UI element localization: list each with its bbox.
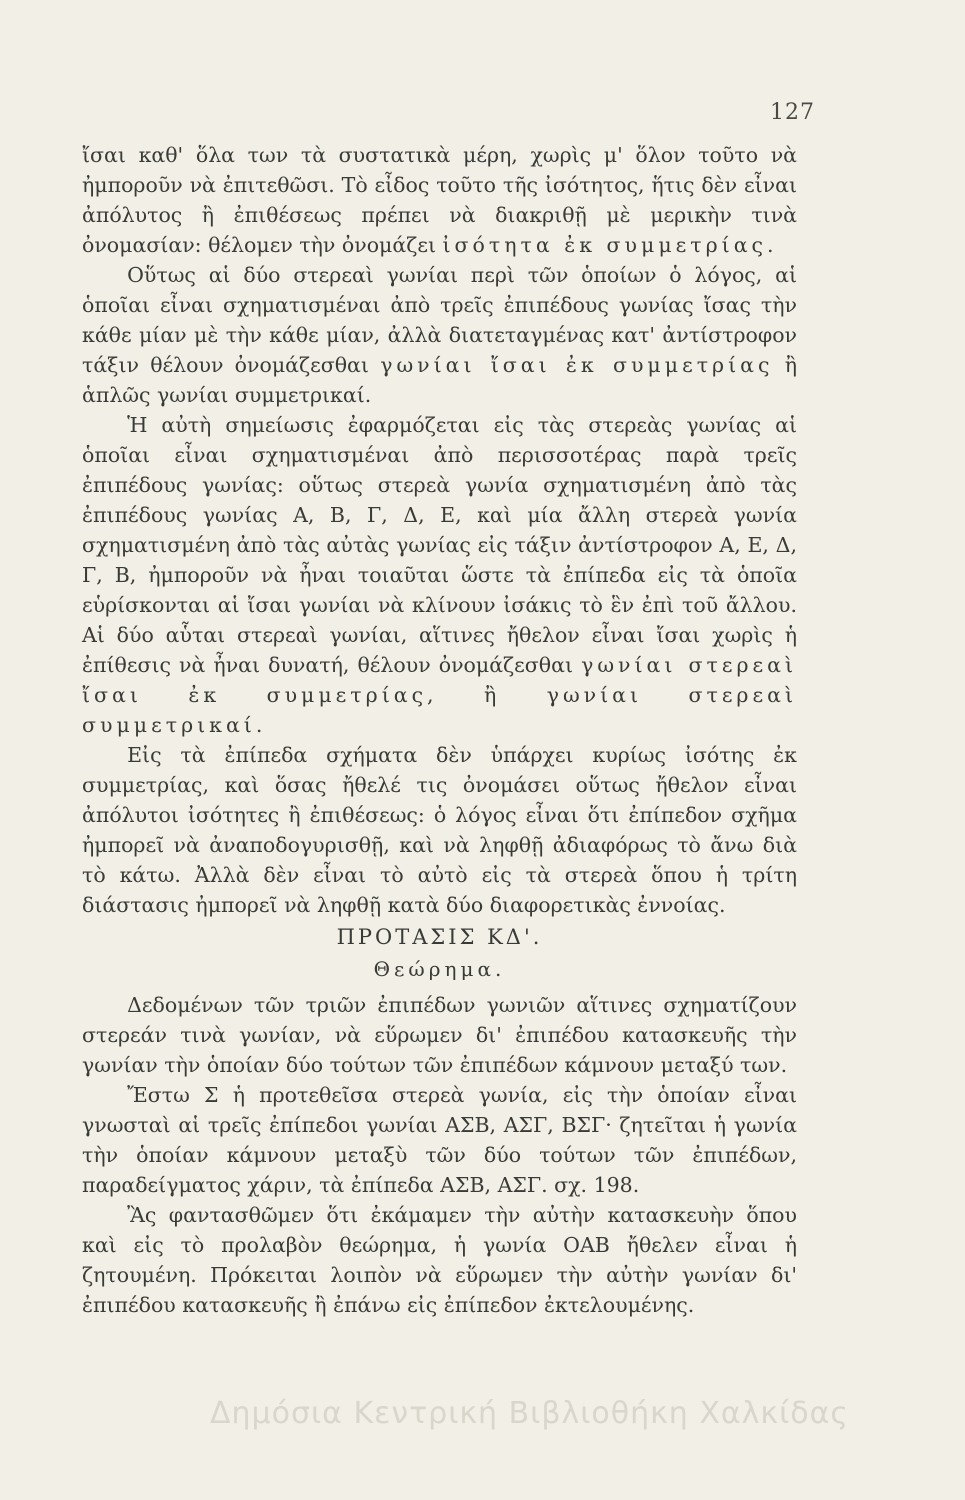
paragraph-3	[82, 410, 797, 740]
paragraph-text: Εἰς τὰ ἐπίπεδα σχήματα δὲν ὑπάρχει κυρίως ἰσότης ἐκ συμμετρίας, καὶ ὅσας ἤθελέ τις ὀνομάσει οὕτως ἤθελον εἶναι ἀπόλυτοι ἰσότητες ἢ ἐπιθέσεως: ὁ λόγος εἶναι ὅτι ἐπίπεδον σχῆμα ἠμπορεῖ νὰ ἀναποδογυρισθῇ, καὶ νὰ ληφθῇ ἀδιαφόρως τὸ ἄνω διὰ τὸ κάτω. Ἀλλὰ δὲν εἶναι τὸ αὐτὸ εἰς τὰ στερεὰ ὅπου ἡ τρίτη διάστασις ἠμπορεῖ νὰ ληφθῇ κατὰ δύο διαφορετικὰς ἐννοίας.	[82, 743, 797, 917]
paragraph-text: Οὕτως αἱ δύο στερεαὶ γωνίαι περὶ τῶν ὁποίων ὁ λόγος, αἱ ὁποῖαι εἶναι σχηματισμέναι ἀπὸ τρεῖς ἐπιπέδους γωνίας ἴσας τὴν κάθε μίαν μὲ τὴν κάθε μίαν, ἀλλὰ διατεταγμένας κατ' ἀντίστροφον τάξιν θέλουν ὀνομάζεσθαι	[82, 263, 797, 377]
paragraph-5: Δεδομένων τῶν τριῶν ἐπιπέδων γωνιῶν αἵτινες σχηματίζουν στερεάν τινὰ γωνίαν, νὰ εὕρωμεν δι' ἐπιπέδου κατασκευῆς τὴν γωνίαν τὴν ὁποίαν δύο τούτων τῶν ἐπιπέδων κάμνουν μεταξύ των.	[82, 993, 797, 1077]
paragraph-2	[82, 260, 797, 410]
paragraph-6: Ἔστω Σ ἡ προτεθεῖσα στερεὰ γωνία, εἰς τὴν ὁποίαν εἶναι γνωσταὶ αἱ τρεῖς ἐπίπεδοι γωνίαι ΑΣΒ, ΑΣΓ, ΒΣΓ· ζητεῖται ἡ γωνία τὴν ὁποίαν κάμνουν μεταξὺ τῶν δύο τούτων τῶν ἐπιπέδων, παραδείγματος χάριν, τὰ ἐπίπεδα ΑΣΒ, ΑΣΓ. σχ. 198.	[82, 1083, 797, 1197]
proposition-heading: ΠΡΟΤΑΣΙΣ ΚΔ'.	[336, 925, 543, 949]
library-watermark: Δημόσια Κεντρική Βιβλιοθήκη Χαλκίδας	[210, 1396, 849, 1431]
paragraph-text: Ἡ αὐτὴ σημείωσις ἐφαρμόζεται εἰς τὰς στερεὰς γωνίας αἱ ὁποῖαι εἶναι σχηματισμέναι ἀπὸ περισσοτέρας παρὰ τρεῖς ἐπιπέδους γωνίας: οὕτως στερεὰ γωνία σχηματισμένη ἀπὸ τὰς ἐπιπέδους γωνίας Α, Β, Γ, Δ, Ε, καὶ μία ἄλλη στερεὰ γωνία σχηματισμένη ἀπὸ τὰς αὐτὰς γωνίας εἰς τάξιν ἀντίστροφον Α, Ε, Δ, Γ, Β, ἠμποροῦν νὰ ἦναι τοιαῦται ὥστε τὰ ἐπίπεδα εἰς τὰ ὁποῖα εὑρίσκονται αἱ ἴσαι γωνίαι νὰ κλίνουν ἰσάκις τὸ ἓν ἐπὶ τοῦ ἄλλου. Αἱ δύο αὗται στερεαὶ γωνίαι, αἵτινες ἤθελον εἶναι ἴσαι χωρὶς ἡ ἐπίθεσις νὰ ἦναι δυνατή, θέλουν ὀνομάζεσθαι	[82, 413, 797, 677]
body-text	[82, 140, 797, 1320]
theorem-subheading: Θεώρημα.	[373, 957, 506, 981]
emphasized-term: γωνίαι στερεαὶ ἴσαι ἐκ συμμετρίας, ἢ γωνίαι στερεαὶ συμμετρικαί.	[82, 653, 798, 737]
paragraph-4	[82, 740, 797, 920]
paragraph-7: Ἂς φαντασθῶμεν ὅτι ἐκάμαμεν τὴν αὐτὴν κατασκευὴν ὅπου καὶ εἰς τὸ προλαβὸν θεώρημα, ἡ γωνία ΟΑΒ ἤθελεν εἶναι ἡ ζητουμένη. Πρόκειται λοιπὸν νὰ εὕρωμεν τὴν αὐτὴν γωνίαν δι' ἐπιπέδου κατασκευῆς ἢ ἐπάνω εἰς ἐπίπεδον ἐκτελουμένης.	[82, 1203, 797, 1317]
paragraph-1	[82, 140, 797, 260]
page-number: 127	[770, 100, 815, 125]
paragraph-tail: ἢ ἁπλῶς γωνίαι συμμετρικαί.	[82, 353, 797, 407]
emphasized-term: γωνίαι ἴσαι ἐκ συμμετρίας	[380, 353, 774, 377]
emphasized-term: ἰσότητα ἐκ συμμετρίας.	[442, 233, 778, 257]
paragraph-text: ἴσαι καθ' ὅλα των τὰ συστατικὰ μέρη, χωρὶς μ' ὅλον τοῦτο νὰ ἠμποροῦν νὰ ἐπιτεθῶσι. Τὸ εἶδος τοῦτο τῆς ἰσότητος, ἥτις δὲν εἶναι ἀπόλυτος ἢ ἐπιθέσεως πρέπει νὰ διακριθῇ μὲ μερικὴν τινὰ ὀνομασίαν: θέλομεν τὴν ὀνομάζει	[82, 143, 797, 257]
